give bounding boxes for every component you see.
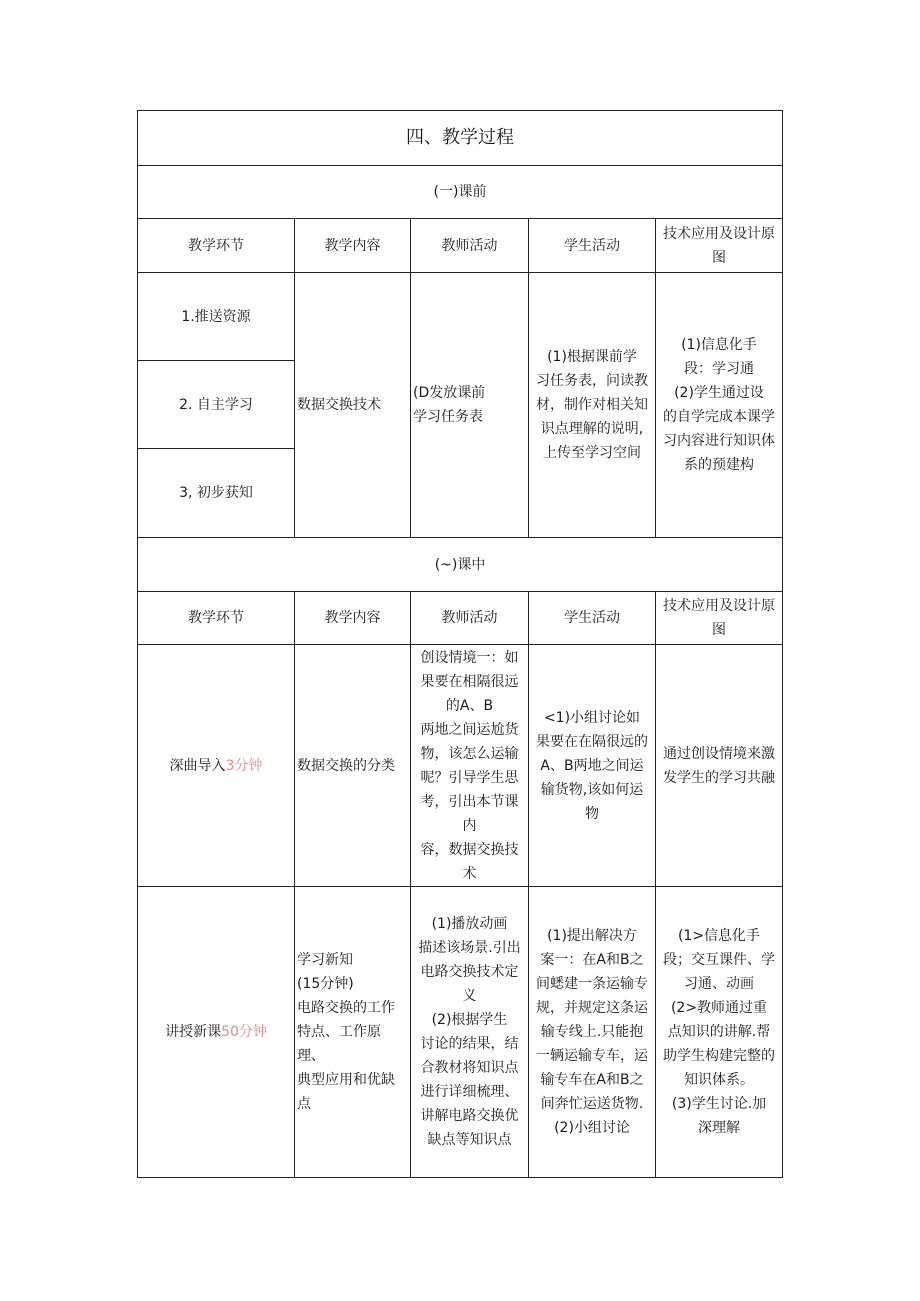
header-teacher: 教师活动 bbox=[411, 219, 529, 273]
header-step: 教学环节 bbox=[138, 592, 295, 645]
table-title: 四、教学过程 bbox=[138, 111, 783, 166]
step-label: 深曲导入 bbox=[169, 757, 226, 774]
table-row bbox=[138, 887, 783, 1178]
table-header-row bbox=[138, 592, 783, 645]
content-cell: 数据交换的分类 bbox=[295, 645, 411, 887]
section-in-class-label: (~)课中 bbox=[138, 538, 783, 592]
step-cell bbox=[138, 887, 295, 1178]
header-content: 教学内容 bbox=[295, 219, 411, 273]
step-cell: 1.推送资源 bbox=[138, 273, 295, 361]
teacher-activity-cell: 创设情境一：如 果要在相隔很远 的A、B 两地之间运尬货 物，该怎么运输 呢？引导学生思 考，引出本节课 内 容，数据交换技 术 bbox=[411, 645, 529, 887]
step-cell bbox=[138, 645, 295, 887]
step-duration: 3分钟 bbox=[225, 757, 263, 774]
table-header-row bbox=[138, 219, 783, 273]
header-student: 学生活动 bbox=[529, 592, 656, 645]
content-cell: 数据交换技术 bbox=[295, 273, 411, 538]
header-teacher: 教师活动 bbox=[411, 592, 529, 645]
student-activity-cell: <1)小组讨论如 果要在在隔很远的 A、B两地之间运 输货物,该如何运 物 bbox=[529, 645, 656, 887]
step-duration: 50分钟 bbox=[221, 1024, 267, 1040]
step-cell: 3, 初步获知 bbox=[138, 449, 295, 538]
step-cell: 2. 自主学习 bbox=[138, 361, 295, 449]
student-activity-cell: (1)根据课前学 习任务表，问读教 材，制作对相关知 识点理解的说明, 上传至学习空间 bbox=[529, 273, 656, 538]
table-row bbox=[138, 645, 783, 887]
header-step: 教学环节 bbox=[138, 219, 295, 273]
header-tech: 技术应用及设计原图 bbox=[656, 219, 783, 273]
tech-cell: (1>信息化手 段；交互课件、学 习通、动画 (2>教师通过重 点知识的讲解.帮 助学生构建完整的 知识体系。 (3)学生讨论.加 深理解 bbox=[656, 887, 783, 1178]
teacher-activity-cell: (D发放课前 学习任务表 bbox=[411, 273, 529, 538]
student-activity-cell: (1)提出解决方 案一：在A和B之 间蟋建一条运输专 规，并规定这条运 输专线上.只能抱 一辆运输专车，运 输专车在A和B之 间奔忙运送货物. (2)小组讨论 bbox=[529, 887, 656, 1178]
header-content: 教学内容 bbox=[295, 592, 411, 645]
section-pre-class-label: (一)课前 bbox=[138, 166, 783, 219]
header-tech: 技术应用及设计原图 bbox=[656, 592, 783, 645]
teaching-process-table bbox=[137, 110, 783, 1178]
header-student: 学生活动 bbox=[529, 219, 656, 273]
teacher-activity-cell: (1)播放动画 描述该场景.引出 电路交换技术定 义 (2)根据学生 讨论的结果，结 合教材将知识点 进行详细梳理、 讲解电路交换优 缺点等知识点 bbox=[411, 887, 529, 1178]
tech-cell: (1)信息化手 段：学习通 (2)学生通过设 的自学完成本课学 习内容进行知识体 系的预建构 bbox=[656, 273, 783, 538]
step-label: 讲授新课 bbox=[165, 1024, 222, 1040]
tech-cell: 通过创设情境来激 发学生的学习共融 bbox=[656, 645, 783, 887]
table-row bbox=[138, 273, 783, 361]
content-cell: 学习新知 (15分钟) 电路交换的工作 特点、工作原理、 典型应用和优缺 点 bbox=[295, 887, 411, 1178]
